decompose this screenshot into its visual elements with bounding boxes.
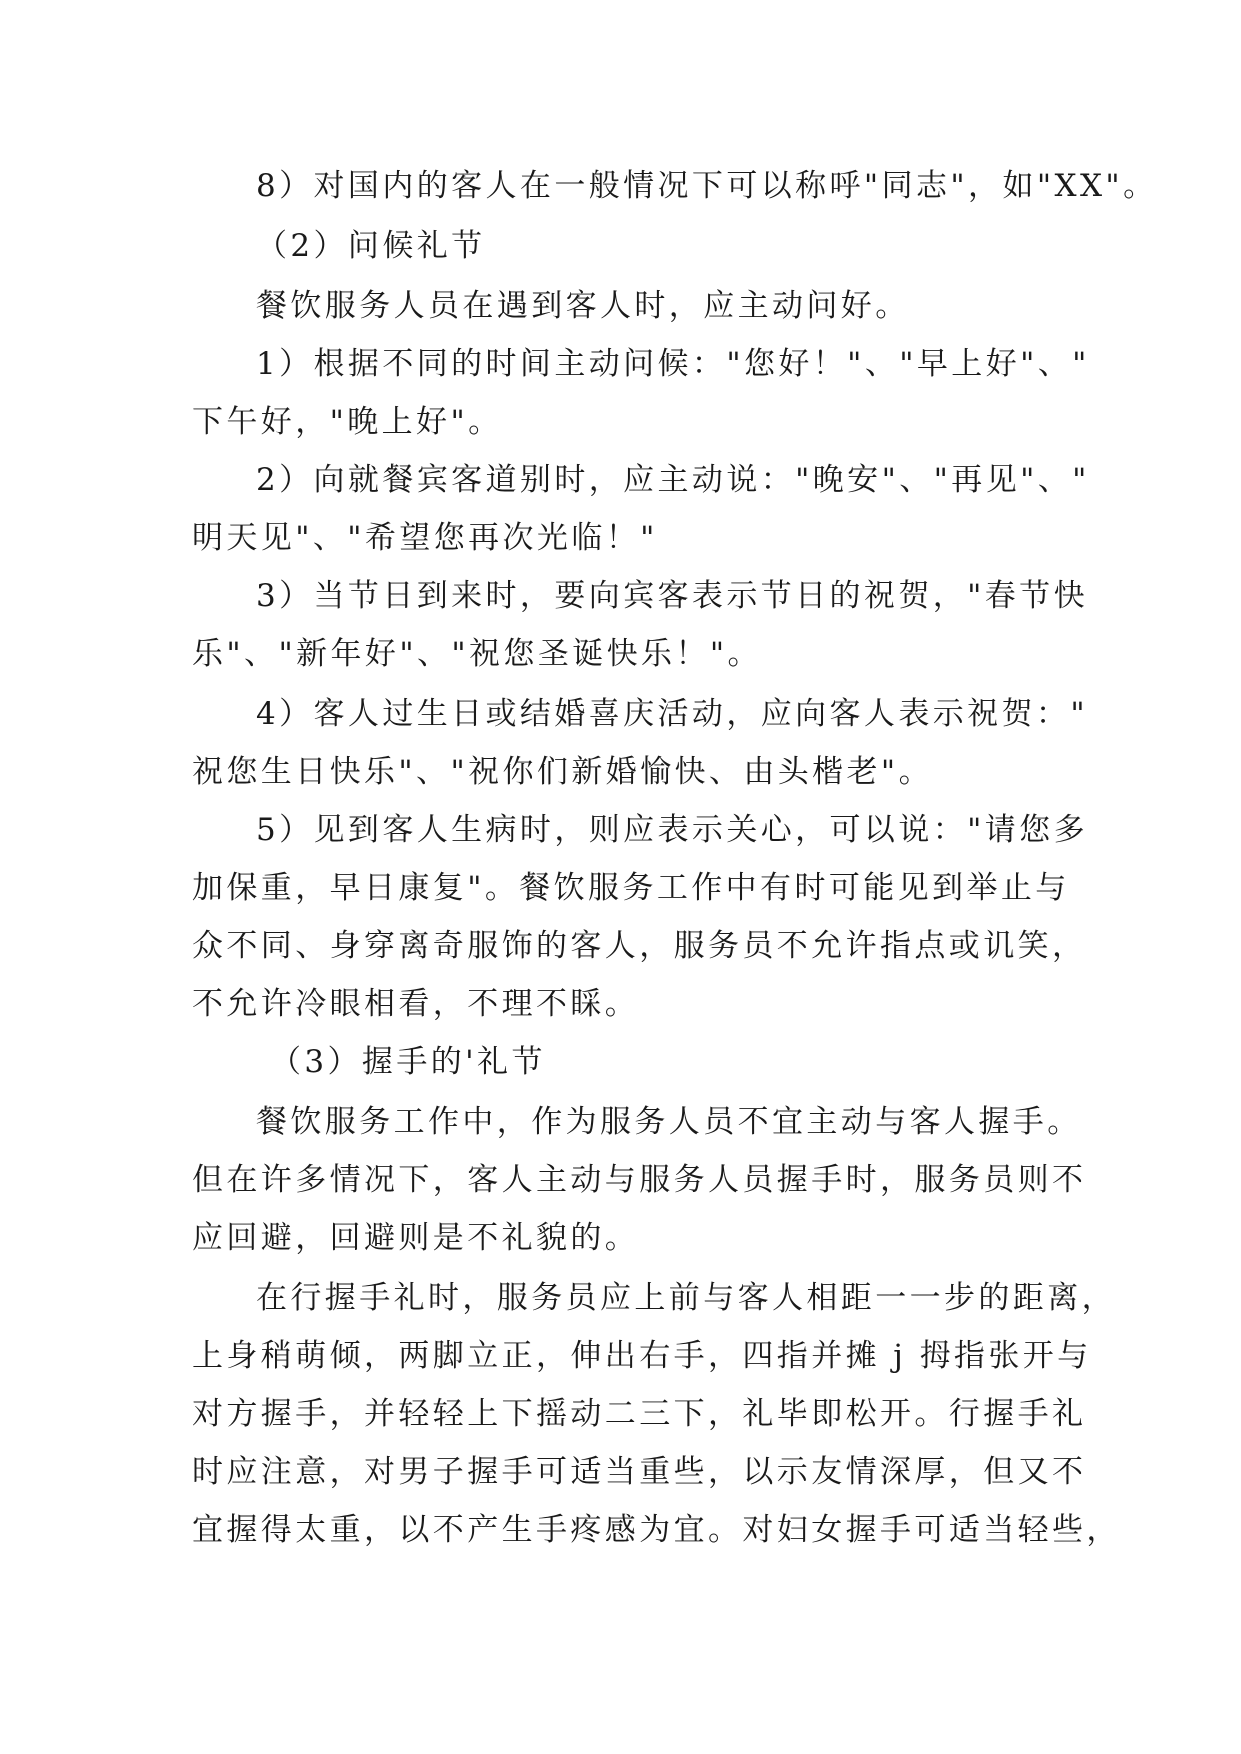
text-line: 乐"、"新年好"、"祝您圣诞快乐！"。 (192, 636, 762, 672)
text-line: 祝您生日快乐"、"祝你们新婚愉快、由头楷老"。 (192, 754, 933, 790)
section-heading: （3）握手的'礼节 (270, 1044, 546, 1080)
text-line: 在行握手礼时，服务员应上前与客人相距一一步的距离， (256, 1280, 1116, 1316)
text-line: 3）当节日到来时，要向宾客表示节日的祝贺，"春节快 (256, 578, 1088, 614)
text-line: 明天见"、"希望您再次光临！" (192, 520, 658, 556)
section-heading: （2）问候礼节 (256, 228, 486, 264)
text-line: 对方握手，并轻轻上下摇动二三下，礼毕即松开。行握手礼 (192, 1396, 1087, 1432)
text-line: 5）见到客人生病时，则应表示关心，可以说："请您多 (256, 812, 1088, 848)
text-line: 应回避，回避则是不礼貌的。 (192, 1220, 640, 1256)
text-line: 下午好，"晚上好"。 (192, 404, 503, 440)
text-line: 宜握得太重，以不产生手疼感为宜。对妇女握手可适当轻些， (192, 1512, 1121, 1548)
text-line: 众不同、身穿离奇服饰的客人，服务员不允许指点或讥笑， (192, 928, 1087, 964)
text-line: 时应注意，对男子握手可适当重些，以示友情深厚，但又不 (192, 1454, 1087, 1490)
text-line: 加保重，早日康复"。餐饮服务工作中有时可能见到举止与 (192, 870, 1070, 906)
text-line: 8）对国内的客人在一般情况下可以称呼"同志"，如"XX"。 (256, 168, 1158, 204)
text-line: 4）客人过生日或结婚喜庆活动，应向客人表示祝贺：" (256, 696, 1088, 732)
text-line: 上身稍萌倾，两脚立正，伸出右手，四指并摊 j 拇指张开与 (192, 1338, 1092, 1374)
text-line: 餐饮服务工作中，作为服务人员不宜主动与客人握手。 (256, 1104, 1082, 1140)
text-line: 2）向就餐宾客道别时，应主动说："晚安"、"再见"、" (256, 462, 1090, 498)
text-line: 餐饮服务人员在遇到客人时，应主动问好。 (256, 288, 910, 324)
text-line: 1）根据不同的时间主动问候："您好！"、"早上好"、" (256, 346, 1090, 382)
text-line: 不允许冷眼相看，不理不睬。 (192, 986, 640, 1022)
text-line: 但在许多情况下，客人主动与服务人员握手时，服务员则不 (192, 1162, 1087, 1198)
